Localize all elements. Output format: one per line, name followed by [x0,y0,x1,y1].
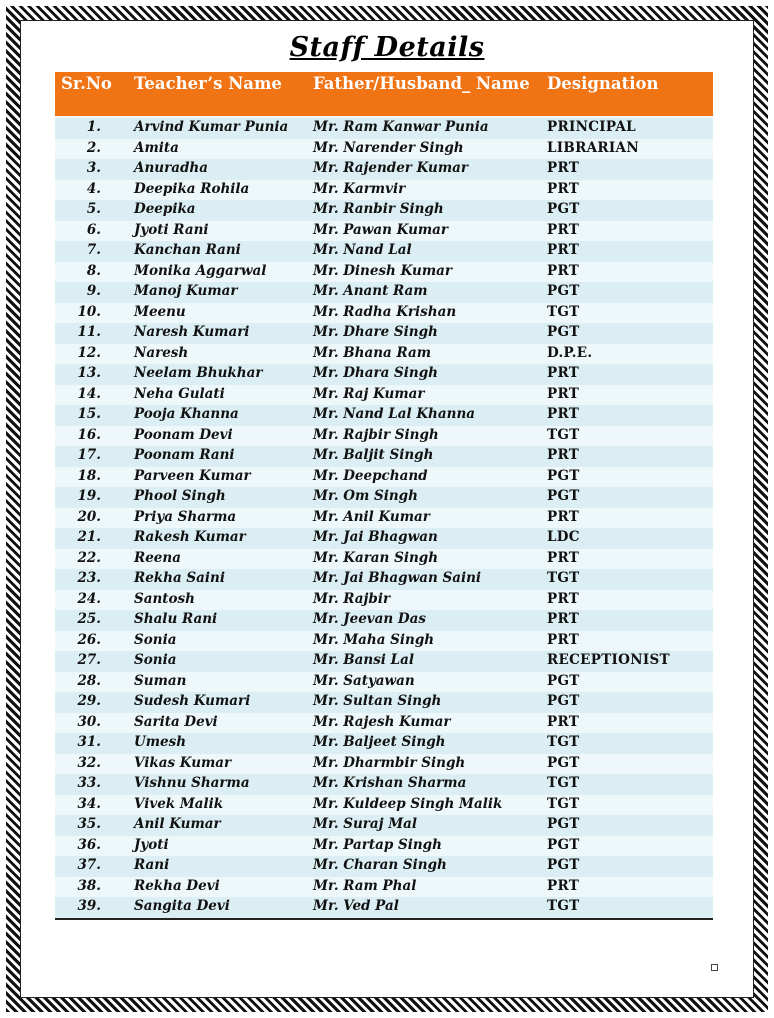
row-teacher-name: Poonam Rani [134,447,235,463]
row-teacher-name: Umesh [134,734,187,750]
row-father-husband-name: Mr. Nand Lal Khanna [313,406,475,422]
row-teacher-name: Sudesh Kumari [134,693,251,709]
row-designation: PGT [547,857,580,873]
row-teacher-name: Shalu Rani [134,611,218,627]
row-father-husband-name: Mr. Nand Lal [313,242,412,258]
row-father-husband-name: Mr. Baljeet Singh [313,734,446,750]
row-father-husband-name: Mr. Maha Singh [313,631,435,648]
row-designation: PRT [547,877,580,894]
row-father-husband-name: Mr. Jeevan Das [313,611,426,627]
table-row [55,692,713,713]
row-teacher-name: Deepika Rohila [134,180,250,197]
row-father-husband-name: Mr. Rajender Kumar [313,160,469,176]
table-row [55,733,713,754]
row-sr-no: 34. [77,795,101,812]
row-father-husband-name: Mr. Dinesh Kumar [313,262,452,279]
row-teacher-name: Vivek Malik [134,795,224,812]
row-sr-no: 3. [86,160,101,176]
row-sr-no: 1. [86,119,101,135]
row-sr-no: 9. [86,283,101,299]
row-father-husband-name: Mr. Pawan Kumar [313,221,449,238]
row-designation: PGT [547,693,580,709]
row-teacher-name: Vikas Kumar [134,754,232,771]
row-teacher-name: Deepika [134,201,196,217]
row-designation: PRT [547,713,580,730]
table-row [55,159,713,180]
row-sr-no: 24. [77,590,101,607]
row-sr-no: 27. [77,652,101,668]
row-designation: PRT [547,549,580,566]
row-designation: PRT [547,221,580,238]
table-row [55,446,713,467]
row-sr-no: 11. [77,324,101,340]
row-designation: TGT [547,570,580,586]
row-sr-no: 16. [77,426,101,443]
row-father-husband-name: Mr. Anil Kumar [313,508,430,525]
row-sr-no: 10. [77,303,101,320]
row-teacher-name: Neelam Bhukhar [134,365,263,381]
row-father-husband-name: Mr. Karan Singh [313,549,439,566]
table-row [55,774,713,795]
row-father-husband-name: Mr. Kuldeep Singh Malik [313,795,503,812]
table-row [55,856,713,877]
row-designation: LIBRARIAN [547,139,639,156]
row-designation: PGT [547,467,580,484]
row-designation: TGT [547,734,580,750]
row-designation: PRT [547,262,580,279]
row-father-husband-name: Mr. Rajbir [313,590,391,607]
row-teacher-name: Phool Singh [134,488,226,504]
row-father-husband-name: Mr. Raj Kumar [313,385,425,402]
row-sr-no: 14. [77,385,101,402]
table-row [55,487,713,508]
row-teacher-name: Rekha Saini [134,570,225,586]
row-father-husband-name: Mr. Jai Bhagwan Saini [313,570,482,586]
row-designation: PRT [547,508,580,525]
row-teacher-name: Manoj Kumar [134,283,238,299]
row-teacher-name: Sarita Devi [134,713,218,730]
row-designation: D.P.E. [547,344,593,361]
table-row [55,569,713,590]
header-sr-no: Sr.No [61,74,112,93]
table-row [55,631,713,652]
row-teacher-name: Suman [134,672,187,689]
row-father-husband-name: Mr. Deepchand [313,467,428,484]
staff-table [55,72,713,920]
row-sr-no: 4. [86,180,101,197]
row-teacher-name: Vishnu Sharma [134,775,250,791]
table-row [55,323,713,344]
row-father-husband-name: Mr. Anant Ram [313,283,428,299]
table-row [55,590,713,611]
row-sr-no: 38. [77,877,101,894]
table-row [55,385,713,406]
row-father-husband-name: Mr. Satyawan [313,672,415,689]
row-sr-no: 32. [77,754,101,771]
row-teacher-name: Santosh [134,590,195,607]
row-father-husband-name: Mr. Dharmbir Singh [313,754,466,771]
table-row [55,467,713,488]
table-row [55,672,713,693]
row-designation: PRT [547,447,580,463]
row-father-husband-name: Mr. Dhara Singh [313,365,438,381]
row-teacher-name: Poonam Devi [134,426,233,443]
table-row [55,282,713,303]
row-designation: PRT [547,160,580,176]
row-father-husband-name: Mr. Om Singh [313,488,418,504]
row-father-husband-name: Mr. Krishan Sharma [313,775,467,791]
row-designation: PGT [547,836,580,853]
row-teacher-name: Naresh [134,344,189,361]
row-teacher-name: Reena [134,549,181,566]
row-sr-no: 7. [86,242,101,258]
row-teacher-name: Anuradha [134,160,208,176]
row-father-husband-name: Mr. Karmvir [313,180,406,197]
row-teacher-name: Amita [134,139,179,156]
row-teacher-name: Meenu [134,303,186,320]
row-sr-no: 21. [77,529,101,545]
table-row [55,200,713,221]
row-sr-no: 15. [77,406,101,422]
table-row [55,180,713,201]
row-designation: PGT [547,283,580,299]
table-row [55,713,713,734]
table-row [55,754,713,775]
row-father-husband-name: Mr. Partap Singh [313,836,442,853]
table-row [55,364,713,385]
row-designation: PRT [547,365,580,381]
row-designation: PGT [547,201,580,217]
row-designation: TGT [547,303,580,320]
table-row [55,405,713,426]
page-title: Staff Details [289,32,485,63]
row-teacher-name: Pooja Khanna [134,406,239,422]
row-teacher-name: Jyoti Rani [134,221,209,238]
table-row [55,528,713,549]
row-designation: TGT [547,775,580,791]
row-designation: PRT [547,242,580,258]
row-sr-no: 31. [77,734,101,750]
table-row [55,426,713,447]
row-father-husband-name: Mr. Sultan Singh [313,693,442,709]
table-row [55,897,713,918]
row-sr-no: 35. [77,816,101,832]
row-sr-no: 25. [77,611,101,627]
row-father-husband-name: Mr. Dhare Singh [313,324,438,340]
row-designation: PGT [547,324,580,340]
row-teacher-name: Rakesh Kumar [134,529,246,545]
row-teacher-name: Sangita Devi [134,898,230,914]
row-sr-no: 33. [77,775,101,791]
row-teacher-name: Neha Gulati [134,385,225,402]
row-designation: PGT [547,488,580,504]
row-sr-no: 2. [86,139,101,156]
row-designation: PRT [547,611,580,627]
row-sr-no: 30. [77,713,101,730]
row-sr-no: 29. [77,693,101,709]
header-teacher-name: Teacher’s Name [134,74,282,93]
row-designation: PRT [547,180,580,197]
row-father-husband-name: Mr. Ved Pal [313,898,399,914]
row-father-husband-name: Mr. Charan Singh [313,857,447,873]
row-designation: TGT [547,898,580,914]
table-row [55,139,713,160]
corner-marker [711,964,718,971]
row-sr-no: 37. [77,857,101,873]
row-father-husband-name: Mr. Radha Krishan [313,303,457,320]
row-designation: RECEPTIONIST [547,652,670,668]
row-father-husband-name: Mr. Jai Bhagwan [313,529,438,545]
table-row [55,221,713,242]
table-row [55,651,713,672]
row-father-husband-name: Mr. Ram Kanwar Punia [313,119,489,135]
table-row [55,610,713,631]
table-row [55,344,713,365]
row-sr-no: 13. [77,365,101,381]
table-row [55,262,713,283]
row-teacher-name: Monika Aggarwal [134,262,267,279]
table-row [55,815,713,836]
row-sr-no: 6. [86,221,101,238]
row-sr-no: 36. [77,836,101,853]
row-teacher-name: Sonia [134,631,177,648]
row-designation: PGT [547,816,580,832]
table-row [55,241,713,262]
row-father-husband-name: Mr. Bansi Lal [313,652,414,668]
table-row [55,303,713,324]
row-teacher-name: Arvind Kumar Punia [134,119,289,135]
row-father-husband-name: Mr. Rajesh Kumar [313,713,451,730]
row-sr-no: 12. [77,344,101,361]
row-designation: LDC [547,529,580,545]
row-father-husband-name: Mr. Bhana Ram [313,344,432,361]
table-row [55,836,713,857]
row-sr-no: 26. [77,631,101,648]
row-sr-no: 22. [77,549,101,566]
table-header [55,72,713,116]
row-sr-no: 8. [86,262,101,279]
row-teacher-name: Rekha Devi [134,877,220,894]
row-designation: PGT [547,672,580,689]
row-teacher-name: Kanchan Rani [134,242,241,258]
row-father-husband-name: Mr. Narender Singh [313,139,464,156]
row-father-husband-name: Mr. Suraj Mal [313,816,418,832]
row-designation: PRT [547,385,580,402]
row-sr-no: 39. [77,898,101,914]
row-sr-no: 18. [77,467,101,484]
row-sr-no: 28. [77,672,101,689]
row-teacher-name: Anil Kumar [134,816,221,832]
row-teacher-name: Parveen Kumar [134,467,251,484]
row-designation: PRT [547,406,580,422]
table-row [55,877,713,898]
row-sr-no: 17. [77,447,101,463]
row-teacher-name: Sonia [134,652,177,668]
row-designation: PGT [547,754,580,771]
header-father-husband-name: Father/Husband_ Name [313,74,530,93]
table-row [55,795,713,816]
row-sr-no: 5. [86,201,101,217]
table-row [55,508,713,529]
table-row [55,118,713,139]
row-father-husband-name: Mr. Ranbir Singh [313,201,444,217]
row-teacher-name: Rani [134,857,170,873]
header-designation: Designation [547,74,659,93]
table-body [55,118,713,920]
row-father-husband-name: Mr. Ram Phal [313,877,417,894]
row-sr-no: 19. [77,488,101,504]
table-row [55,549,713,570]
row-teacher-name: Jyoti [134,836,169,853]
row-designation: PRT [547,631,580,648]
row-designation: PRT [547,590,580,607]
row-teacher-name: Naresh Kumari [134,324,250,340]
row-father-husband-name: Mr. Rajbir Singh [313,426,439,443]
row-sr-no: 23. [77,570,101,586]
row-sr-no: 20. [77,508,101,525]
row-designation: TGT [547,426,580,443]
row-designation: TGT [547,795,580,812]
row-designation: PRINCIPAL [547,119,636,135]
row-teacher-name: Priya Sharma [134,508,237,525]
row-father-husband-name: Mr. Baljit Singh [313,447,434,463]
